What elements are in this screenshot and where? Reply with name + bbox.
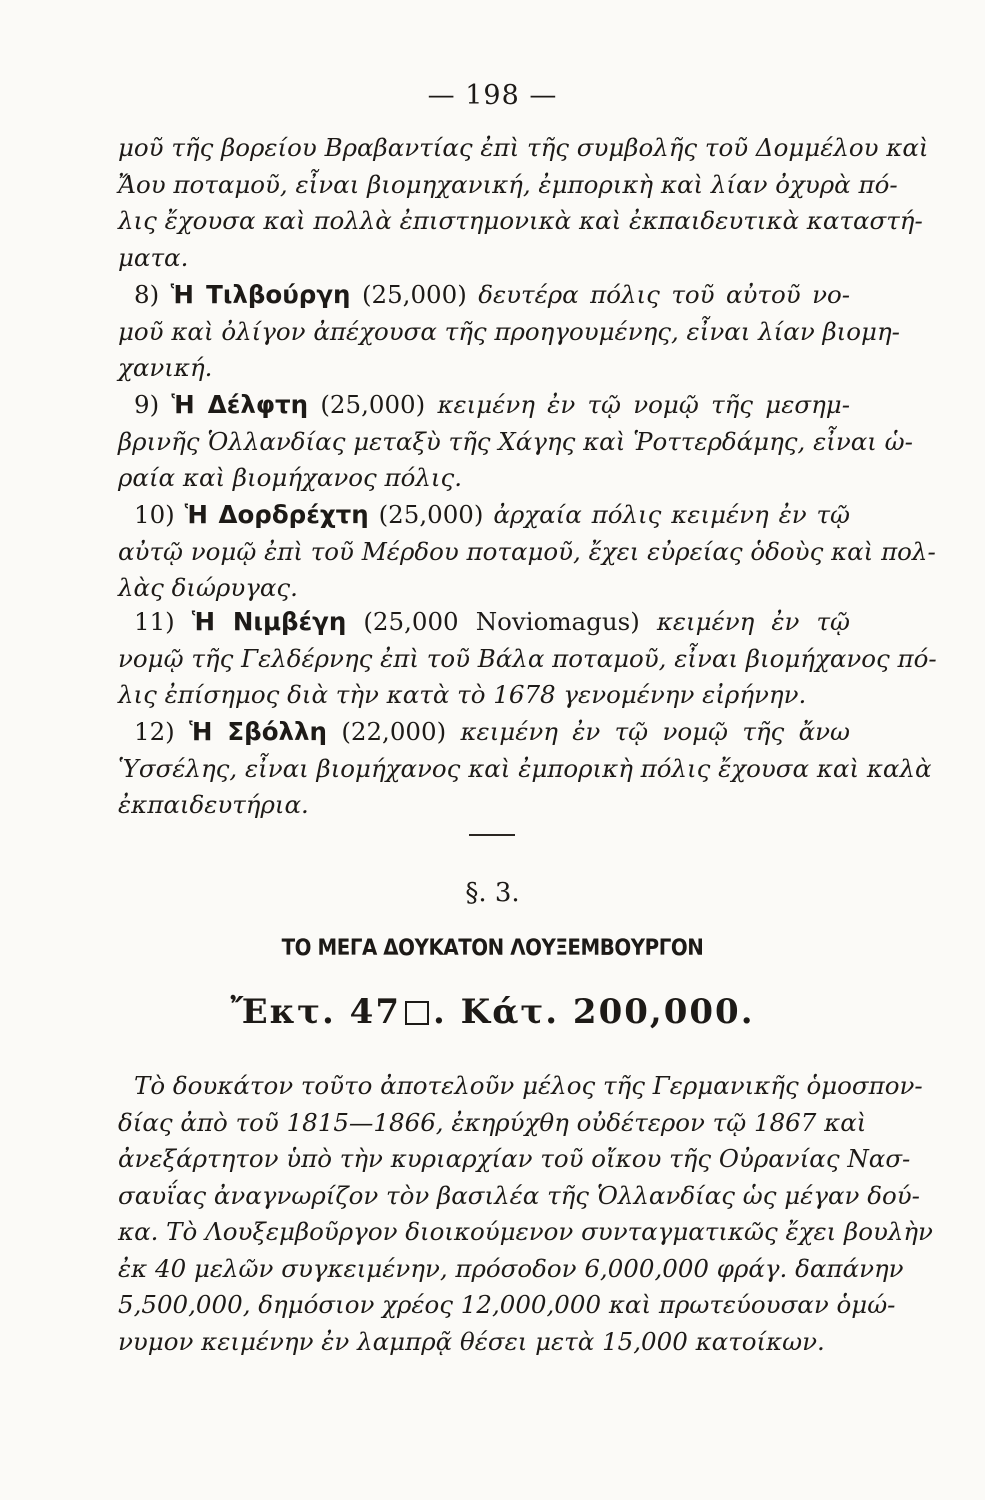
area-suffix: . Κάτ. 200,000.: [432, 992, 755, 1032]
entry-number: 11): [134, 607, 175, 636]
entry-number: 9): [134, 390, 160, 419]
text-line: λις ἔχουσα καὶ πολλὰ ἐπιστημονικὰ καὶ ἐκπαιδευτικὰ καταστή-: [118, 206, 923, 235]
city-name: Ἡ Δορδρέχτη: [184, 500, 369, 529]
entry-heading-line: [118, 387, 850, 424]
page-number: — 198 —: [427, 80, 558, 111]
text-line: βρινῆς Ὁλλανδίας μεταξὺ τῆς Χάγης καὶ Ῥοττερδάμης, εἶναι ὡ-: [118, 426, 913, 456]
text-line: ἀνεξάρτητον ὑπὸ τὴν κυριαρχίαν τοῦ οἴκου τῆς Οὐρανίας Νασ-: [118, 1144, 911, 1173]
entry-number: 10): [134, 500, 175, 529]
text-line: Τὸ δουκάτον τοῦτο ἀποτελοῦν μέλος τῆς Γερμανικῆς ὁμοσπον-: [134, 1071, 923, 1100]
intro-paragraph: [118, 130, 929, 276]
population: (22,000): [341, 717, 447, 746]
text-line: σαυΐας ἀναγνωρίζον τὸν βασιλέα τῆς Ὁλλανδίας ὡς μέγαν δού-: [118, 1180, 920, 1210]
text-line: μοῦ καὶ ὀλίγον ἀπέχουσα τῆς προηγουμένης, εἶναι λίαν βιομη-: [118, 316, 900, 346]
closing-paragraph: [118, 1068, 933, 1360]
area-prefix: Ἔκτ. 47: [230, 992, 401, 1032]
area-population-line: [0, 992, 985, 1032]
entry-12: [118, 714, 932, 824]
city-name: Ἡ Σβόλλη: [189, 717, 327, 746]
section-divider: [469, 834, 515, 836]
population: (25,000): [378, 500, 484, 529]
text-line: Ἄου ποταμοῦ, εἶναι βιομηχανική, ἐμπορικὴ καὶ λίαν ὀχυρὰ πό-: [118, 169, 898, 199]
text-line: αὐτῷ νομῷ ἐπὶ τοῦ Μέρδου ποταμοῦ, ἔχει εὐρείας ὁδοὺς καὶ πολ-: [118, 536, 936, 566]
text-line: δίας ἀπὸ τοῦ 1815—1866, ἐκηρύχθη οὐδέτερον τῷ 1867 καὶ: [118, 1107, 867, 1137]
city-name: Ἡ Τιλβούργη: [170, 280, 351, 309]
text-line: νομῷ τῆς Γελδέρνης ἐπὶ τοῦ Βάλα ποταμοῦ, εἶναι βιομήχανος πό-: [118, 643, 937, 673]
city-name: Ἡ Δέλφτη: [171, 390, 309, 419]
text-line: ματα.: [118, 242, 189, 272]
text-line: μοῦ τῆς βορείου Βραβαντίας ἐπὶ τῆς συμβολῆς τοῦ Δομμέλου καὶ: [118, 133, 929, 162]
entry-10: [118, 497, 936, 607]
text-line: Ὑσσέλης, εἶναι βιομήχανος καὶ ἐμπορικὴ πόλις ἔχουσα καὶ καλὰ: [118, 753, 932, 783]
text-line: νυμον κειμένην ἐν λαμπρᾷ θέσει μετὰ 15,000 κατοίκων.: [118, 1326, 825, 1356]
population: (25,000): [361, 280, 467, 309]
entry-9: [118, 387, 913, 497]
square-unit-icon: [405, 1001, 429, 1025]
entry-heading-line: [118, 497, 850, 534]
entry-number: 12): [134, 717, 175, 746]
text-line: κα. Τὸ Λουξεμβοῦργον διοικούμενον συνταγματικῶς ἔχει βουλὴν: [118, 1217, 933, 1246]
section-mark: §. 3.: [465, 878, 520, 908]
city-name: Ἡ Νιμβέγη: [191, 607, 347, 636]
population: (25,000): [320, 390, 426, 419]
entry-number: 8): [134, 280, 160, 309]
text-line: 5,500,000, δημόσιον χρέος 12,000,000 καὶ πρωτεύουσαν ὁμώ-: [118, 1290, 896, 1319]
text-line: ἐκπαιδευτήρια.: [118, 790, 309, 819]
entry-text: κειμένη ἐν τῷ νομῷ τῆς ἄνω: [460, 717, 851, 746]
entry-heading-line: [118, 714, 850, 751]
entry-8: [118, 277, 900, 387]
entry-text: κειμένη ἐν τῷ νομῷ τῆς μεσημ-: [437, 390, 850, 419]
entry-text: κειμένη ἐν τῷ: [656, 607, 850, 636]
text-line: ἐκ 40 μελῶν συγκειμένην, πρόσοδον 6,000,000 φράγ. δαπάνην: [118, 1253, 904, 1283]
entry-heading-line: [118, 604, 850, 641]
entry-heading-line: [118, 277, 850, 314]
population: (25,000 Noviomagus): [363, 607, 640, 636]
text-line: λις ἐπίσημος διὰ τὴν κατὰ τὸ 1678 γενομένην εἰρήνην.: [118, 680, 807, 709]
text-line: ραία καὶ βιομήχανος πόλις.: [118, 463, 463, 492]
entry-11: [118, 604, 937, 714]
text-line: λὰς διώρυγας.: [118, 573, 298, 602]
entry-text: δευτέρα πόλις τοῦ αὐτοῦ νο-: [478, 280, 851, 309]
section-title: ΤΟ ΜΕΓΑ ΔΟΥΚΑΤΟΝ ΛΟΥΞΕΜΒΟΥΡΓΟΝ: [281, 936, 704, 961]
text-line: χανική.: [118, 353, 213, 382]
entry-text: ἀρχαία πόλις κειμένη ἐν τῷ: [493, 500, 851, 529]
